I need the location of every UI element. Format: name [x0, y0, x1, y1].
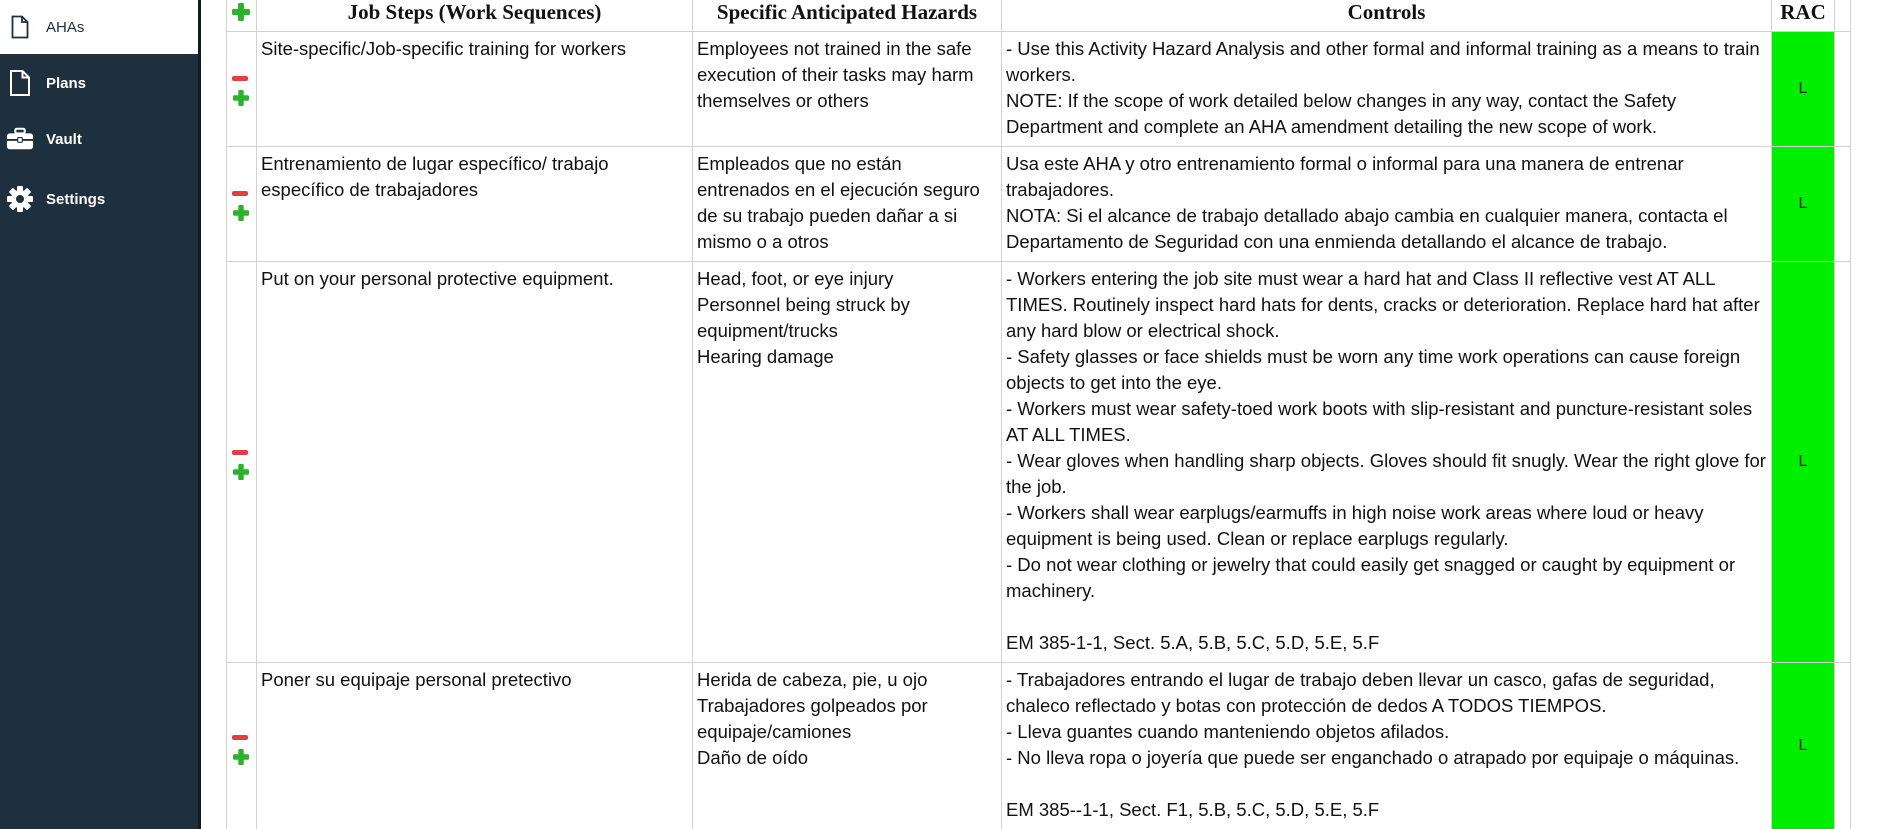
grid-line — [692, 0, 693, 829]
add-row-button[interactable] — [232, 89, 250, 107]
grid-line — [1001, 0, 1002, 829]
rac-cell[interactable]: L — [1772, 147, 1834, 261]
sidebar-item-vault[interactable] — [0, 112, 198, 166]
hazards-cell[interactable]: Head, foot, or eye injury Personnel being struck by equipment/trucks Hearing damage — [697, 268, 910, 367]
sidebar-item-settings[interactable] — [0, 172, 198, 226]
remove-row-button[interactable] — [232, 191, 248, 196]
grid-line — [226, 0, 227, 829]
controls-cell[interactable]: - Workers entering the job site must wear a hard hat and Class II reflective vest AT ALL TIMES. Routinely inspect hard hats for dents, cracks or deterioration. Replace hard hat after any hard blow or electrical shock. - Safety glasses or face shields must be worn any time work operations can cause foreign objects to get into the eye. - Workers must wear safety-toed work boots with slip-resistant and puncture-resistant soles AT ALL TIMES. - Wear gloves when handling sharp objects. Gloves should fit snugly. Wear the right glove for the job. - Workers shall wear earplugs/earmuffs in high noise work areas where loud or heavy equipment is being used. Clean or replace earplugs regularly. - Do not wear clothing or jewelry that could easily get snagged or caught by equipment or machinery. EM 385-1-1, Sect. 5.A, 5.B, 5.C, 5.D, 5.E, 5.F — [1006, 268, 1766, 653]
controls-cell[interactable]: - Trabajadores entrando el lugar de trabajo deben llevar un casco, gafas de seguridad, chaleco reflectado y botas con protección de dedos A TODOS TIEMPOS. - Lleva guantes cuando manteniendo objetos afilados. - No lleva ropa o joyería que puede ser enganchado o atrapado por equipaje o máquinas. EM 385--1-1, Sect. F1, 5.B, 5.C, 5.D, 5.E, 5.F — [1006, 669, 1740, 820]
job-step-cell[interactable]: Poner su equipaje personal pretectivo — [261, 669, 572, 690]
add-row-top-button[interactable] — [231, 2, 251, 22]
document-icon — [6, 68, 34, 98]
sidebar-item-plans[interactable] — [0, 56, 198, 110]
job-step-cell[interactable]: Put on your personal protective equipment. — [261, 268, 614, 289]
remove-row-button[interactable] — [232, 76, 248, 81]
sidebar — [0, 0, 201, 829]
header-rac: RAC — [1780, 0, 1826, 24]
hazards-cell[interactable]: Employees not trained in the safe execution of their tasks may harm themselves or others — [697, 38, 974, 111]
grid-line — [256, 0, 257, 829]
sidebar-item-label: AHAs — [46, 18, 85, 36]
add-row-button[interactable] — [232, 204, 250, 222]
grid-line — [226, 261, 1850, 262]
grid-line — [1834, 0, 1835, 829]
header-controls: Controls — [1347, 0, 1426, 24]
briefcase-icon — [6, 124, 34, 154]
plus-icon — [232, 204, 250, 222]
add-row-button[interactable] — [232, 463, 250, 481]
grid-line — [1850, 0, 1851, 829]
sidebar-item-label: Vault — [46, 130, 82, 148]
header-job-steps: Job Steps (Work Sequences) — [347, 0, 602, 24]
controls-cell[interactable]: - Use this Activity Hazard Analysis and other formal and informal training as a means to train workers. NOTE: If the scope of work detailed below changes in any way, contact the Safety Department and complete an AHA amendment detailing the new scope of work. — [1006, 38, 1760, 137]
document-icon — [6, 12, 34, 42]
grid-line — [226, 146, 1850, 147]
job-step-cell[interactable]: Site-specific/Job-specific training for workers — [261, 38, 626, 59]
rac-cell[interactable]: L — [1772, 262, 1834, 662]
remove-row-button[interactable] — [232, 450, 248, 455]
sidebar-item-label: Settings — [46, 190, 106, 208]
add-row-button[interactable] — [232, 748, 250, 766]
plus-icon — [231, 2, 251, 22]
rac-cell[interactable]: L — [1772, 663, 1834, 829]
job-step-cell[interactable]: Entrenamiento de lugar específico/ trabajo específico de trabajadores — [261, 153, 609, 200]
aha-table — [226, 0, 1897, 829]
remove-row-button[interactable] — [232, 735, 248, 740]
hazards-cell[interactable]: Empleados que no están entrenados en el ejecución seguro de su trabajo pueden dañar a si mismo o a otros — [697, 153, 980, 252]
gear-icon — [6, 184, 34, 214]
plus-icon — [232, 89, 250, 107]
sidebar-item-label: Plans — [46, 74, 87, 92]
hazards-cell[interactable]: Herida de cabeza, pie, u ojo Trabajadores golpeados por equipaje/camiones Daño de oído — [697, 669, 928, 768]
plus-icon — [232, 463, 250, 481]
grid-line — [226, 31, 1850, 32]
sidebar-item-ahas[interactable] — [0, 0, 198, 54]
controls-cell[interactable]: Usa este AHA y otro entrenamiento formal o informal para una manera de entrenar trabajadores. NOTA: Si el alcance de trabajo detallado abajo cambia en cualquier manera, contacta el Departamento de Seguridad con una enmienda detallando el alcance de trabajo. — [1006, 153, 1728, 252]
rac-cell[interactable]: L — [1772, 32, 1834, 146]
header-hazards: Specific Anticipated Hazards — [716, 0, 978, 24]
grid-line — [226, 662, 1850, 663]
plus-icon — [232, 748, 250, 766]
